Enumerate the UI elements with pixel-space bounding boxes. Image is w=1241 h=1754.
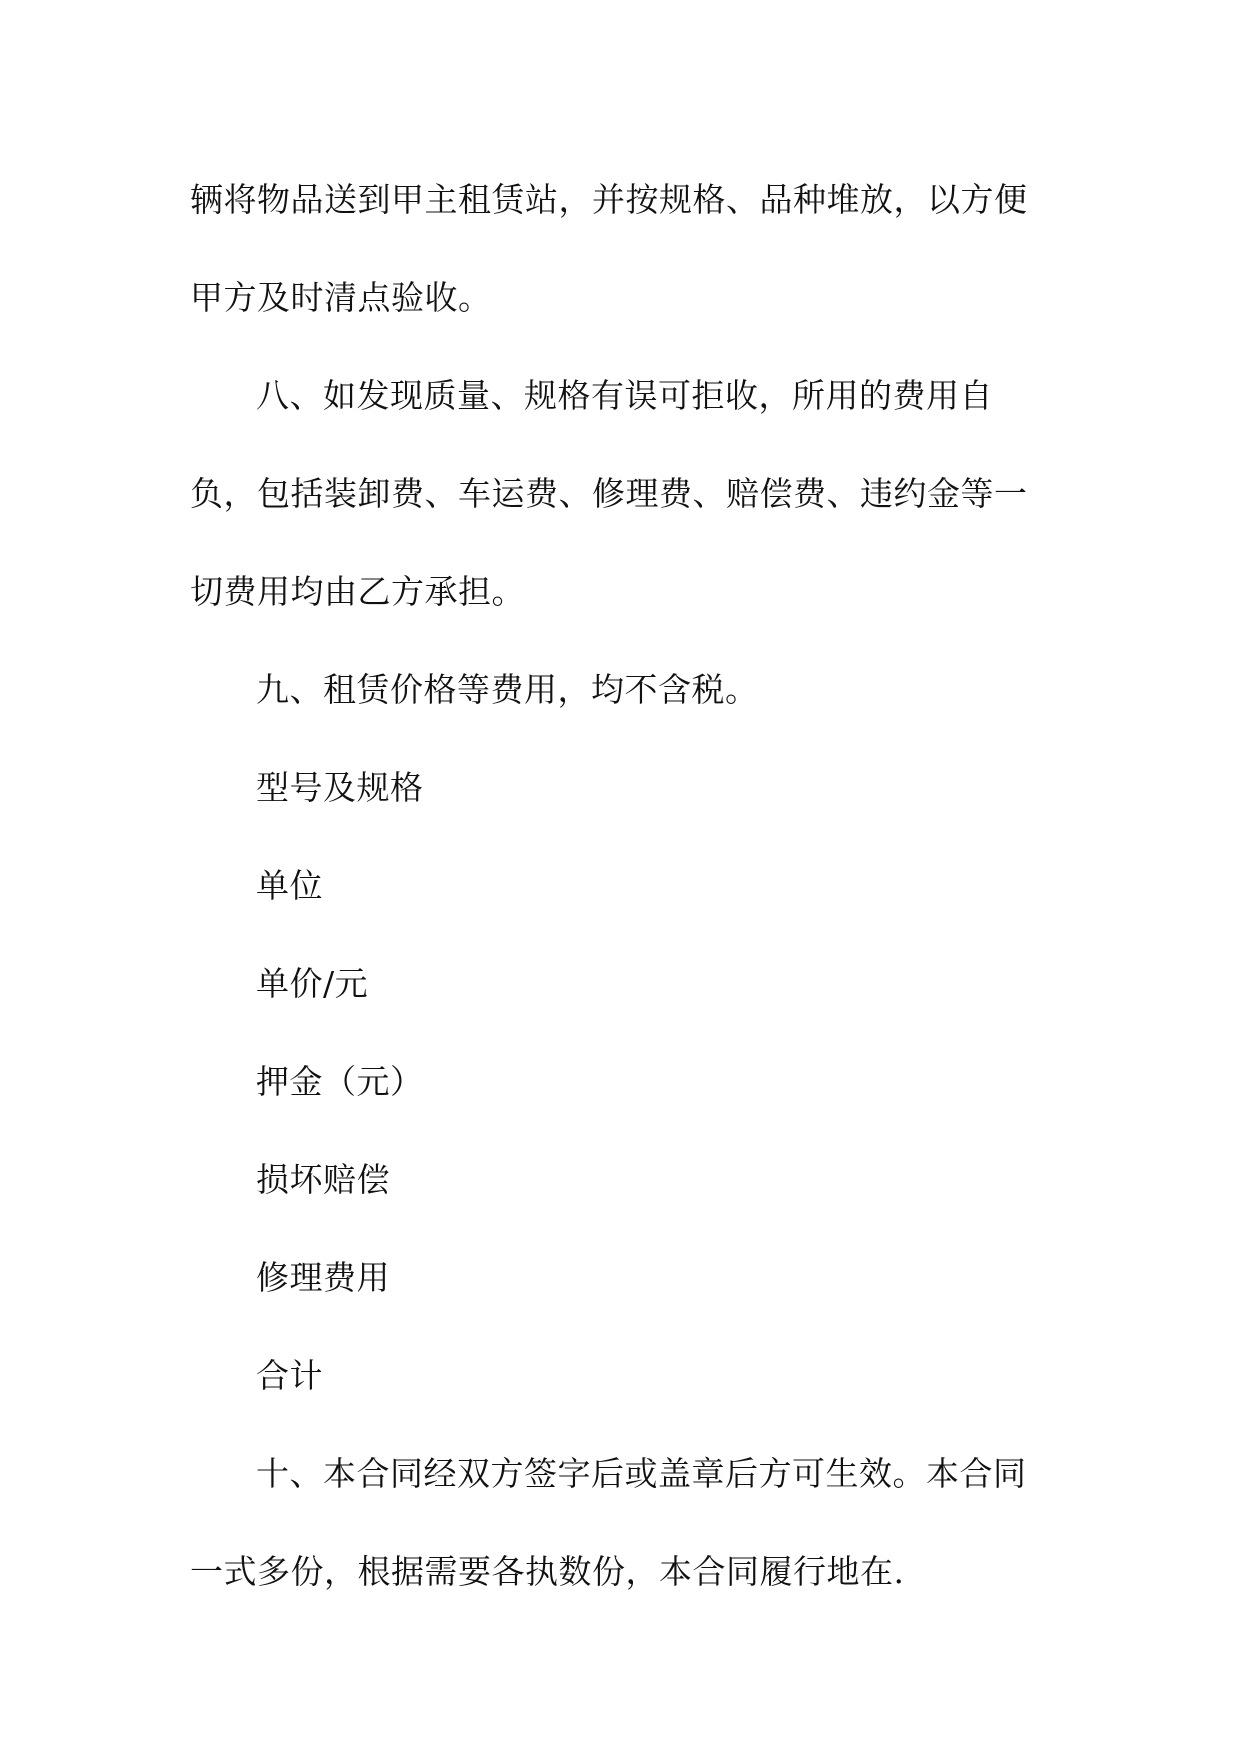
table-field-deposit: 押金（元） (256, 1062, 424, 1101)
clause-10-heading-line: 十、本合同经双方签字后或盖章后方可生效。本合同 (256, 1454, 1027, 1493)
table-field-model-spec: 型号及规格 (256, 768, 424, 807)
table-field-unit: 单位 (256, 866, 323, 905)
table-field-repair-cost: 修理费用 (256, 1258, 390, 1297)
text-line: 切费用均由乙方承担。 (190, 572, 525, 611)
text-line: 辆将物品送到甲主租赁站，并按规格、品种堆放，以方便 (190, 180, 1028, 219)
clause-9-line: 九、租赁价格等费用，均不含税。 (256, 670, 759, 709)
table-field-damage-compensation: 损坏赔偿 (256, 1160, 390, 1199)
table-field-total: 合计 (256, 1356, 323, 1395)
text-line: 负，包括装卸费、车运费、修理费、赔偿费、违约金等一 (190, 474, 1028, 513)
clause-8-heading-line: 八、如发现质量、规格有误可拒收，所用的费用自 (256, 376, 993, 415)
table-field-unit-price: 单价/元 (256, 964, 369, 1003)
text-line: 甲方及时清点验收。 (190, 278, 492, 317)
text-line: 一式多份，根据需要各执数份，本合同履行地在. (190, 1552, 905, 1591)
